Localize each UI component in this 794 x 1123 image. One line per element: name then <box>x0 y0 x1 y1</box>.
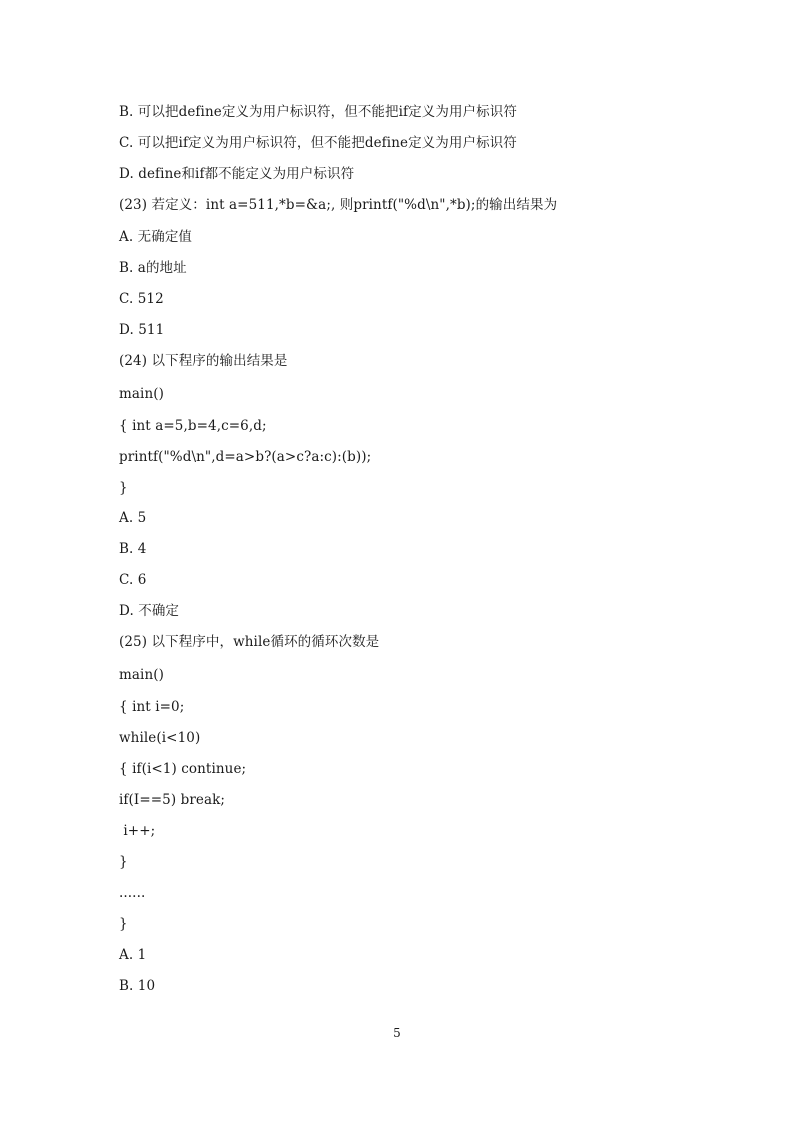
option-c-define-if: C. 可以把if定义为用户标识符，但不能把define定义为用户标识符 <box>119 135 517 151</box>
q25-code-line: while(i<10) <box>119 730 201 746</box>
question-25: (25) 以下程序中，while循环的循环次数是 <box>119 634 380 650</box>
q25-code-line: { int i=0; <box>119 699 185 715</box>
q25-code-line: } <box>119 916 128 932</box>
q24-option-b: B. 4 <box>119 541 147 557</box>
question-24: (24) 以下程序的输出结果是 <box>119 353 288 369</box>
page-number: 5 <box>393 1026 401 1040</box>
q25-code-line: i++; <box>119 823 156 839</box>
q23-option-b: B. a的地址 <box>119 260 187 276</box>
q25-code-line: } <box>119 854 128 870</box>
q24-option-a: A. 5 <box>119 510 147 526</box>
q25-code-line: { if(i<1) continue; <box>119 761 247 777</box>
q23-option-d: D. 511 <box>119 322 165 338</box>
option-d-define-if: D. define和if都不能定义为用户标识符 <box>119 166 355 182</box>
q25-code-ellipsis: ...... <box>119 885 146 901</box>
q25-code-line: main() <box>119 667 164 683</box>
q24-code-line: printf("%d\n",d=a>b?(a>c?a:c):(b)); <box>119 449 372 465</box>
question-23: (23) 若定义：int a=511,*b=&a;, 则printf("%d\n",*b);的输出结果为 <box>119 197 558 213</box>
q24-code-line: main() <box>119 386 164 402</box>
q24-code-line: { int a=5,b=4,c=6,d; <box>119 418 267 434</box>
option-b-define-if: B. 可以把define定义为用户标识符，但不能把if定义为用户标识符 <box>119 104 517 120</box>
q25-option-a: A. 1 <box>119 947 147 963</box>
q23-option-c: C. 512 <box>119 291 164 307</box>
q25-code-line: if(I==5) break; <box>119 792 226 808</box>
q25-option-b: B. 10 <box>119 978 156 994</box>
q24-option-c: C. 6 <box>119 572 147 588</box>
q23-option-a: A. 无确定值 <box>119 229 193 245</box>
q24-option-d: D. 不确定 <box>119 603 180 619</box>
q24-code-line: } <box>119 480 128 496</box>
